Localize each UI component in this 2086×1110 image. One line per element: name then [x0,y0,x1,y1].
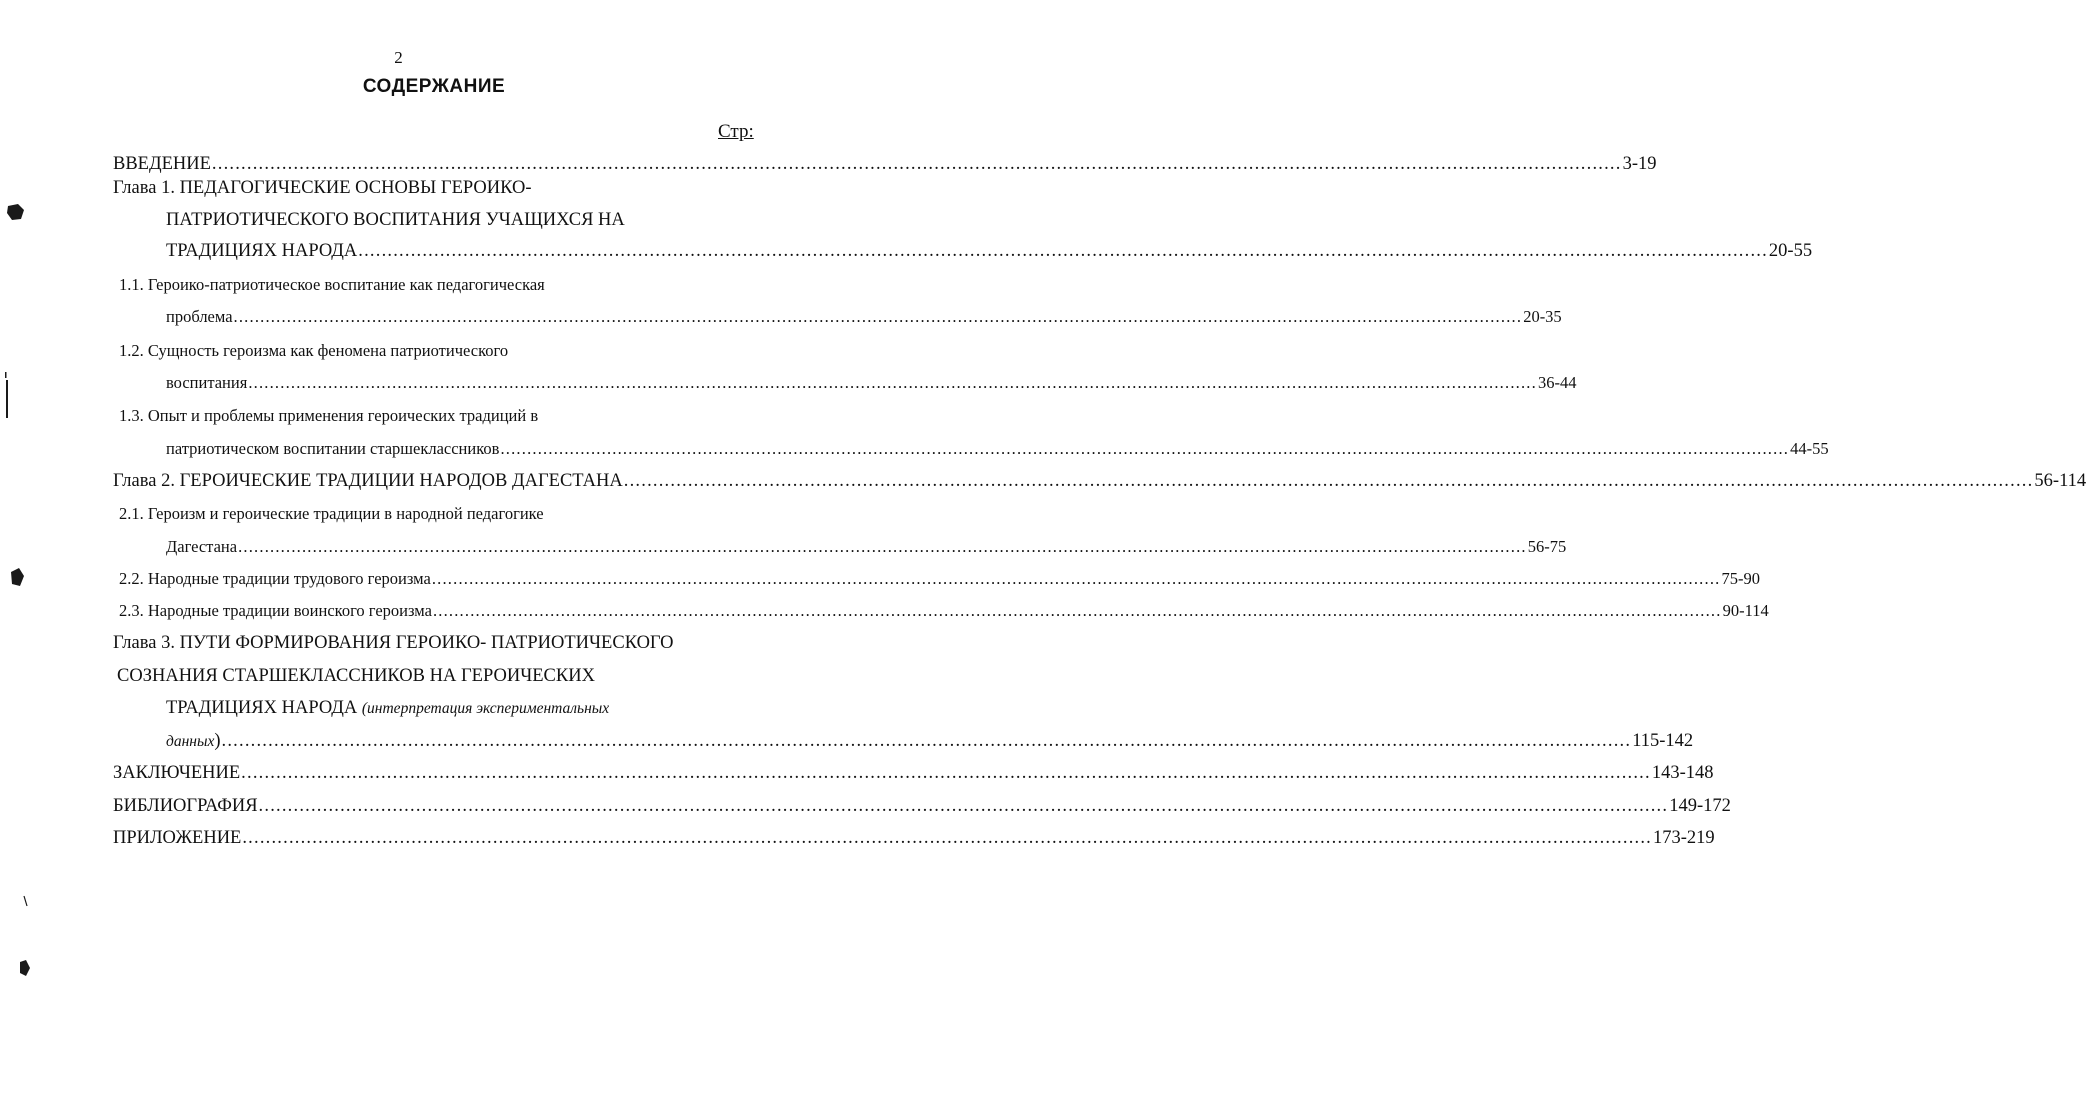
toc-entry-page: 56-114 [2034,471,2086,491]
toc-entry-page: 143-148 [1651,763,1714,783]
toc-chapter3-note-end: данных [166,733,215,750]
toc-entry-page: 36-44 [1537,373,1577,392]
toc-entry-text: ТРАДИЦИЯХ НАРОДА [166,241,358,261]
toc-entry-text: 2.3. Народные традиции воинского героизма [119,601,432,620]
toc-chapter3-note: (интерпретация экспериментальных [361,700,610,717]
toc-section-2-1-line1: 2.1. Героизм и героические традиции в народной педагогике [119,504,544,523]
toc-entry-page: 149-172 [1669,796,1731,816]
dot-leader: .................................................................................................................................................................................................................................................. [238,537,1527,556]
dot-leader: .................................................................................................................................................................................................................................................. [500,439,1790,458]
toc-entry-page: 90-114 [1722,601,1769,620]
toc-entry-text: Дагестана [166,537,238,556]
page-number: 2 [394,48,403,67]
toc-section-1-1-line1: 1.1. Героико-патриотическое воспитание как педагогическая [119,275,545,294]
toc-entry-text: БИБЛИОГРАФИЯ [113,796,258,816]
dot-leader: .................................................................................................................................................................................................................................................. [248,373,1537,392]
toc-chapter3-line2: СОЗНАНИЯ СТАРШЕКЛАССНИКОВ НА ГЕРОИЧЕСКИХ [117,666,595,686]
dot-leader: .................................................................................................................................................................................................................................................. [242,828,1653,848]
dot-leader: .................................................................................................................................................................................................................................................. [358,241,1768,261]
toc-entry-page: 20-35 [1523,307,1562,326]
toc-entry-page: 20-55 [1768,241,1813,261]
dot-leader: .................................................................................................................................................................................................................................................. [623,471,2034,491]
pages-column-label: Стр: [718,121,754,142]
scan-speck [20,960,30,976]
scan-speck [11,568,24,586]
toc-entry-text: 2.2. Народные традиции трудового героизма [119,569,431,588]
toc-chapter3-paren: ) [214,731,221,751]
toc-entry-text: ВВЕДЕНИЕ [113,154,211,174]
toc-entry-page: 56-75 [1527,537,1567,556]
toc-entry-page: 173-219 [1653,828,1715,848]
scan-speck [7,204,24,220]
toc-entry-text: ЗАКЛЮЧЕНИЕ [113,763,241,783]
scan-artifacts [0,0,797,1110]
dot-leader: .................................................................................................................................................................................................................................................. [432,601,1722,620]
toc-entry-text: воспитания [166,373,248,392]
toc-entry-text: патриотическом воспитании старшеклассников [166,439,500,458]
dot-leader: .................................................................................................................................................................................................................................................. [211,154,1622,174]
toc-entry-text: ПРИЛОЖЕНИЕ [113,828,242,848]
scan-mark [5,372,7,378]
toc-section-1-2-line1: 1.2. Сущность героизма как феномена патриотического [119,341,509,360]
dot-leader: .................................................................................................................................................................................................................................................. [233,307,1523,326]
scan-mark [24,896,27,906]
dot-leader: .................................................................................................................................................................................................................................................. [221,731,1632,751]
toc-chapter1-line1: Глава 1. ПЕДАГОГИЧЕСКИЕ ОСНОВЫ ГЕРОИКО- [113,178,532,198]
toc-entry-page: 44-55 [1790,439,1829,458]
toc-entry-text: Глава 2. ГЕРОИЧЕСКИЕ ТРАДИЦИИ НАРОДОВ ДАГЕСТАНА [113,471,623,491]
dot-leader: .................................................................................................................................................................................................................................................. [431,569,1721,588]
scan-mark [6,380,8,418]
dot-leader: .................................................................................................................................................................................................................................................. [258,796,1669,816]
toc-chapter3-line3-text: ТРАДИЦИЯХ НАРОДА [166,698,358,718]
toc-entry-page: 75-90 [1721,569,1760,588]
toc-chapter1-line2: ПАТРИОТИЧЕСКОГО ВОСПИТАНИЯ УЧАЩИХСЯ НА [166,210,625,230]
toc-entry-text: проблема [166,307,233,326]
toc-chapter3-line1: Глава 3. ПУТИ ФОРМИРОВАНИЯ ГЕРОИКО- ПАТРИОТИЧЕСКОГО [113,633,674,653]
toc-entry-page: 115-142 [1632,731,1694,751]
dot-leader: .................................................................................................................................................................................................................................................. [241,763,1651,783]
page-title: СОДЕРЖАНИЕ [362,76,506,97]
toc-section-1-3-line1: 1.3. Опыт и проблемы применения героических традиций в [119,406,539,425]
toc-entry-page: 3-19 [1622,154,1657,174]
